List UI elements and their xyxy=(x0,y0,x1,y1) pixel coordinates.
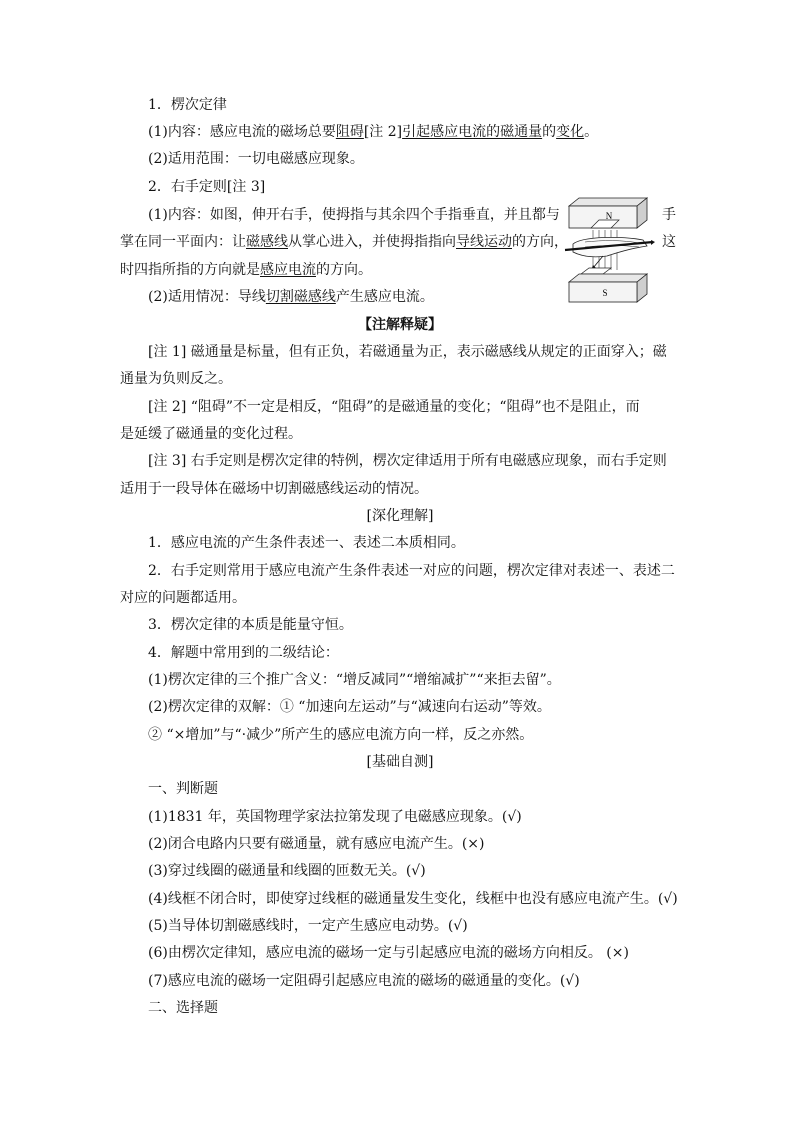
lenz-content-part1: 感应电流的磁场总要 xyxy=(209,124,336,140)
lenz-note-ref: [注 2] xyxy=(363,124,403,140)
south-pole-tip xyxy=(581,268,611,274)
right-hand-line2 xyxy=(120,233,568,251)
deep-point-4-3: ② “×增加”与“·减少”所产生的感应电流方向一样，反之亦然。 xyxy=(148,727,534,743)
right-hand-use-a: (2)适用情况：导线 xyxy=(148,289,266,305)
note-3-line-2: 适用于一段导体在磁场中切割磁感线运动的情况。 xyxy=(120,481,428,497)
selftest-question-2: (2)闭合电路内只要有磁通量，就有感应电流产生。(×) xyxy=(148,836,485,852)
deep-point-4-2: (2)楞次定律的双解：① “加速向左运动”与“减速向右运动”等效。 xyxy=(148,699,551,715)
right-hand-line2-a: 掌在同一平面内：让 xyxy=(120,234,246,250)
note-2-line-1: [注 2] “阻碍”不一定是相反，“阻碍”的是磁通量的变化；“阻碍”也不是阻止，而 xyxy=(148,399,640,415)
south-pole-label: S xyxy=(602,288,608,298)
lenz-blank-hinder: 阻碍 xyxy=(335,124,364,140)
deep-point-3: 3．楞次定律的本质是能量守恒。 xyxy=(148,617,353,633)
selftest-part-1: 一、判断题 xyxy=(148,781,218,797)
deep-point-4: 4．解题中常用到的二级结论： xyxy=(148,645,339,661)
selftest-question-7: (7)感应电流的磁场一定阻碍引起感应电流的磁场的磁通量的变化。(√) xyxy=(148,973,580,989)
selftest-question-5: (5)当导体切割磁感线时，一定产生感应电动势。(√) xyxy=(148,918,468,934)
note-3-line-1: [注 3] 右手定则是楞次定律的特例，楞次定律适用于所有电磁感应现象，而右手定则 xyxy=(148,453,667,469)
right-hand-line3-b: 的方向。 xyxy=(316,262,372,278)
right-hand-blank-field-lines: 磁感线 xyxy=(246,234,288,250)
right-hand-line2-b: 从掌心进入，并使拇指指向 xyxy=(288,234,456,250)
lenz-blank-change: 变化 xyxy=(556,124,585,140)
lenz-title xyxy=(148,96,708,114)
lenz-content xyxy=(148,123,708,141)
lenz-blank-flux: 引起感应电流的磁通量 xyxy=(402,124,543,140)
right-hand-blank-motion: 导线运动 xyxy=(456,234,512,250)
right-hand-blank-cutting: 切割磁感线 xyxy=(265,289,336,305)
right-hand-line3-a: 时四指所指的方向就是 xyxy=(120,262,260,278)
right-hand-line1-end: 手 xyxy=(662,207,676,223)
north-pole-label: N xyxy=(605,211,613,221)
deep-heading: [深化理解] xyxy=(366,508,434,524)
thumb-direction xyxy=(593,256,603,268)
selftest-question-4: (4)线框不闭合时，即使穿过线框的磁通量发生变化，线框中也没有感应电流产生。(√) xyxy=(148,891,678,907)
notes-heading: 【注解释疑】 xyxy=(358,317,442,333)
deep-point-1: 1．感应电流的产生条件表述一、表述二本质相同。 xyxy=(148,535,465,551)
note-2-line-2: 是延缓了磁通量的变化过程。 xyxy=(120,426,302,442)
selftest-question-1: (1)1831 年，英国物理学家法拉第发现了电磁感应现象。(√) xyxy=(148,809,522,825)
right-hand-line1: (1)内容：如图，伸开右手，使拇指与其余四个手指垂直，并且都与 xyxy=(148,207,560,223)
selftest-part-2: 二、选择题 xyxy=(148,1000,218,1016)
note-1-line-1: [注 1] 磁通量是标量，但有正负，若磁通量为正，表示磁感线从规定的正面穿入；磁 xyxy=(148,344,667,360)
north-pole-top-face xyxy=(569,198,647,206)
deep-point-4-1: (1)楞次定律的三个推广含义：“增反减同”“增缩减扩”“来拒去留”。 xyxy=(148,672,561,688)
south-pole-top-face xyxy=(569,274,647,282)
right-hand-line2-c: 的方向， xyxy=(512,234,568,250)
right-hand-line2-end: 这 xyxy=(662,234,676,250)
selftest-heading: [基础自测] xyxy=(366,754,434,770)
lenz-title-text: 1．楞次定律 xyxy=(148,97,227,113)
lenz-content-prefix: (1)内容： xyxy=(148,124,210,140)
lenz-content-part3: 的 xyxy=(542,124,557,140)
deep-point-2-line-1: 2．右手定则常用于感应电流产生条件表述一对应的问题，楞次定律对表述一、表述二 xyxy=(148,563,675,579)
current-arrow-icon xyxy=(651,240,655,245)
lenz-content-end: 。 xyxy=(584,124,599,140)
right-hand-title: 2．右手定则[注 3] xyxy=(148,179,266,195)
deep-point-2-line-2: 对应的问题都适用。 xyxy=(120,590,246,606)
note-1-line-2: 通量为负则反之。 xyxy=(120,371,232,387)
magnet-conductor-figure xyxy=(563,196,655,304)
right-hand-use-b: 产生感应电流。 xyxy=(335,289,434,305)
selftest-question-6: (6)由楞次定律知，感应电流的磁场一定与引起感应电流的磁场方向相反。 (×) xyxy=(148,945,629,961)
right-hand-blank-current: 感应电流 xyxy=(260,262,316,278)
selftest-question-3: (3)穿过线圈的磁通量和线圈的匝数无关。(√) xyxy=(148,863,426,879)
right-hand-use xyxy=(148,288,558,306)
right-hand-line3 xyxy=(120,261,560,279)
lenz-scope: (2)适用范围：一切电磁感应现象。 xyxy=(148,151,364,167)
